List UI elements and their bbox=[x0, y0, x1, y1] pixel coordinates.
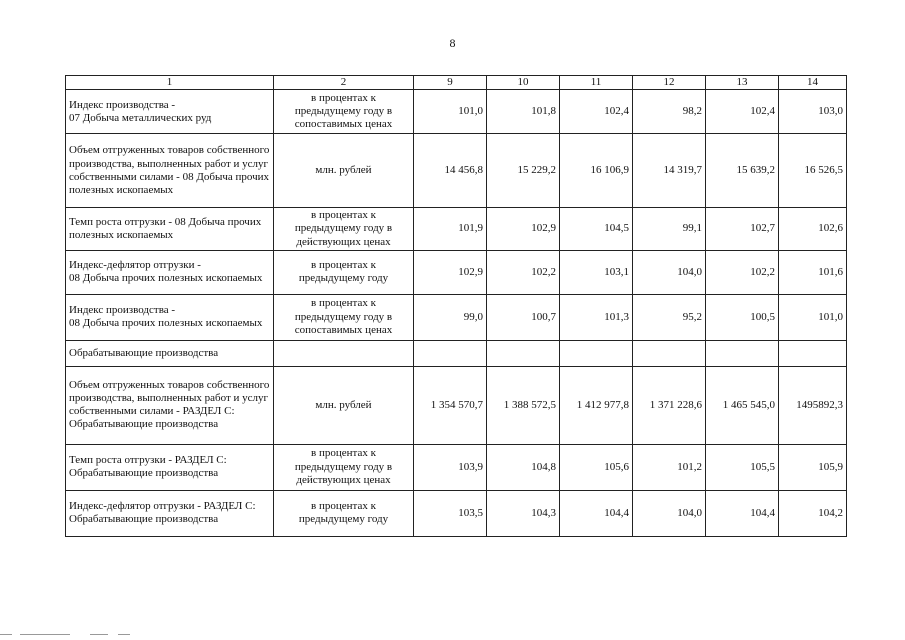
indicators-table bbox=[65, 75, 847, 537]
scan-artifact bbox=[0, 632, 160, 636]
column-header: 2 bbox=[274, 76, 414, 90]
value-cell bbox=[633, 340, 706, 366]
value-cell: 15 639,2 bbox=[706, 134, 779, 208]
value-cell: 104,4 bbox=[706, 490, 779, 536]
value-cell bbox=[779, 340, 847, 366]
value-cell: 103,5 bbox=[414, 490, 487, 536]
value-cell: 101,0 bbox=[414, 90, 487, 134]
value-cell: 102,4 bbox=[706, 90, 779, 134]
column-header: 9 bbox=[414, 76, 487, 90]
table-row bbox=[66, 90, 847, 134]
value-cell: 1 371 228,6 bbox=[633, 366, 706, 444]
table-row bbox=[66, 366, 847, 444]
value-cell bbox=[560, 340, 633, 366]
value-cell: 98,2 bbox=[633, 90, 706, 134]
value-cell: 105,6 bbox=[560, 444, 633, 490]
table-row bbox=[66, 444, 847, 490]
column-header: 11 bbox=[560, 76, 633, 90]
value-cell: 102,4 bbox=[560, 90, 633, 134]
value-cell: 1 412 977,8 bbox=[560, 366, 633, 444]
value-cell: 99,0 bbox=[414, 294, 487, 340]
value-cell: 101,9 bbox=[414, 208, 487, 251]
value-cell: 15 229,2 bbox=[487, 134, 560, 208]
column-header: 14 bbox=[779, 76, 847, 90]
table-row bbox=[66, 340, 847, 366]
value-cell: 101,3 bbox=[560, 294, 633, 340]
value-cell: 101,8 bbox=[487, 90, 560, 134]
value-cell: 100,5 bbox=[706, 294, 779, 340]
unit-cell bbox=[274, 340, 414, 366]
value-cell: 104,8 bbox=[487, 444, 560, 490]
unit-cell: в процентах к предыдущему году bbox=[274, 250, 414, 294]
value-cell: 102,2 bbox=[487, 250, 560, 294]
value-cell bbox=[414, 340, 487, 366]
unit-cell: в процентах к предыдущему году в действующих ценах bbox=[274, 208, 414, 251]
column-header: 1 bbox=[66, 76, 274, 90]
unit-cell: в процентах к предыдущему году в действующих ценах bbox=[274, 444, 414, 490]
value-cell: 100,7 bbox=[487, 294, 560, 340]
value-cell: 102,9 bbox=[414, 250, 487, 294]
column-header: 12 bbox=[633, 76, 706, 90]
indicator-cell: Объем отгруженных товаров собственного производства, выполненных работ и услуг собственными силами - 08 Добыча прочих полезных ископаемых bbox=[66, 134, 274, 208]
value-cell: 1 388 572,5 bbox=[487, 366, 560, 444]
value-cell: 102,2 bbox=[706, 250, 779, 294]
value-cell: 102,6 bbox=[779, 208, 847, 251]
unit-cell: в процентах к предыдущему году в сопоставимых ценах bbox=[274, 90, 414, 134]
table-row bbox=[66, 134, 847, 208]
value-cell: 104,0 bbox=[633, 250, 706, 294]
unit-cell: в процентах к предыдущему году bbox=[274, 490, 414, 536]
value-cell: 104,0 bbox=[633, 490, 706, 536]
indicator-cell: Объем отгруженных товаров собственного производства, выполненных работ и услуг собственными силами - РАЗДЕЛ C: Обрабатывающие производства bbox=[66, 366, 274, 444]
table-row bbox=[66, 250, 847, 294]
indicator-cell: Индекс-дефлятор отгрузки - 08 Добыча прочих полезных ископаемых bbox=[66, 250, 274, 294]
value-cell: 105,9 bbox=[779, 444, 847, 490]
value-cell: 102,7 bbox=[706, 208, 779, 251]
indicator-cell: Индекс-дефлятор отгрузки - РАЗДЕЛ C: Обрабатывающие производства bbox=[66, 490, 274, 536]
value-cell: 104,5 bbox=[560, 208, 633, 251]
table-row bbox=[66, 208, 847, 251]
value-cell: 14 456,8 bbox=[414, 134, 487, 208]
value-cell: 101,0 bbox=[779, 294, 847, 340]
table-row bbox=[66, 490, 847, 536]
value-cell: 104,3 bbox=[487, 490, 560, 536]
value-cell: 101,6 bbox=[779, 250, 847, 294]
value-cell: 16 106,9 bbox=[560, 134, 633, 208]
value-cell bbox=[487, 340, 560, 366]
value-cell: 1 354 570,7 bbox=[414, 366, 487, 444]
value-cell: 103,9 bbox=[414, 444, 487, 490]
page-number: 8 bbox=[449, 36, 456, 50]
value-cell: 104,4 bbox=[560, 490, 633, 536]
value-cell: 99,1 bbox=[633, 208, 706, 251]
indicator-cell: Темп роста отгрузки - РАЗДЕЛ C: Обрабатывающие производства bbox=[66, 444, 274, 490]
unit-cell: в процентах к предыдущему году в сопоставимых ценах bbox=[274, 294, 414, 340]
value-cell: 16 526,5 bbox=[779, 134, 847, 208]
header-row bbox=[66, 76, 847, 90]
value-cell: 103,0 bbox=[779, 90, 847, 134]
value-cell: 1495892,3 bbox=[779, 366, 847, 444]
value-cell: 105,5 bbox=[706, 444, 779, 490]
column-header: 10 bbox=[487, 76, 560, 90]
value-cell: 101,2 bbox=[633, 444, 706, 490]
indicator-cell: Темп роста отгрузки - 08 Добыча прочих полезных ископаемых bbox=[66, 208, 274, 251]
value-cell bbox=[706, 340, 779, 366]
column-header: 13 bbox=[706, 76, 779, 90]
value-cell: 104,2 bbox=[779, 490, 847, 536]
indicator-cell: Индекс производства - 07 Добыча металлических руд bbox=[66, 90, 274, 134]
value-cell: 1 465 545,0 bbox=[706, 366, 779, 444]
value-cell: 95,2 bbox=[633, 294, 706, 340]
value-cell: 103,1 bbox=[560, 250, 633, 294]
value-cell: 102,9 bbox=[487, 208, 560, 251]
indicator-cell: Обрабатывающие производства bbox=[66, 340, 274, 366]
indicator-cell: Индекс производства - 08 Добыча прочих полезных ископаемых bbox=[66, 294, 274, 340]
unit-cell: млн. рублей bbox=[274, 134, 414, 208]
unit-cell: млн. рублей bbox=[274, 366, 414, 444]
table-row bbox=[66, 294, 847, 340]
value-cell: 14 319,7 bbox=[633, 134, 706, 208]
